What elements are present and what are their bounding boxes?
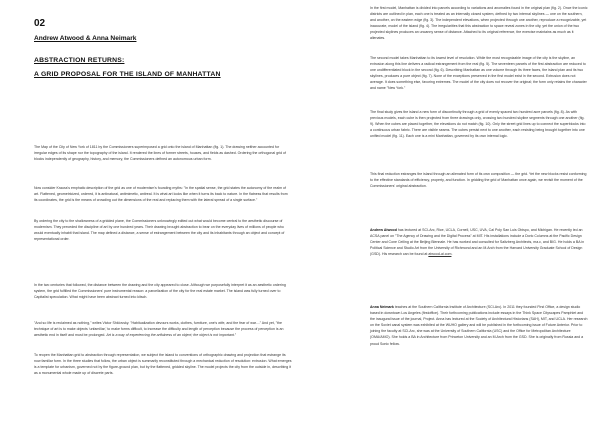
article-authors: Andrew Atwood & Anna Neimark: [34, 35, 137, 42]
paragraph: In the two centuries that followed, the distance between the drawing and the city appeared to close. Although we purposefully interpret it as an aesthetic ordering system, the grid fulfilled the Commissioners' pure instrumental reason: a parcelization of the city for the real estate market. The island was fully turned over to Capitalist speculation. What might have been abstract turned into kitsch.: [34, 283, 286, 300]
quote-text: "And so life is reclaimed as nothing," writes Victor Shklovsky. "Habitualization devours works, clothes, furniture, one's wife, and the fear of war...." And yet, "the technique of art is to make objects 'unfamiliar,' to make forms difficult, to increase the difficulty and length of perception because the process of perception is an aesthetic end in itself and must be prolonged.: [34, 321, 284, 338]
paragraph: In the first model, Manhattan is divided into parcels according to variations and anomalies found in the original plan (fig. 2). Once the iconic districts are outlined in plan, each one is treated as an internally closed system, defined by two internal skylines — one on the southern, and another, on the eastern edge (fig. 3). The independent elevations, when projected through one another, reproduce a recognizable, yet inaccurate, model of the island (fig. 4). The irregularities that this abstraction to space reveal zones in the city, yet the union of the two projected skylines produces an uncanny sense of distance. Attached to its original reference, the exercise maintains as much as it alienates.: [370, 6, 588, 41]
paragraph: The Map of the City of New York of 1811 by the Commissioners superimposed a grid onto the island of Manhattan (fig. 1). The drawing neither accounted for irregular edges of its shape nor the topography of the island. It rendered the lines of former streets, houses, and fields as dashed. Ordering the orthogonal grid of blocks independently of geography, history, and memory, the Commissioners defined an autonomous urban form.: [34, 145, 286, 162]
paragraph: This final reduction estranges the island through an alienated form of its own composition — the grid. Yet the new blocks resist conforming to the effective standards of efficiency, property, and function. In gridding the grid of Manhattan once again, we revisit the moment of the Commissioners' original abstraction.: [370, 172, 587, 189]
paragraph-quote: [34, 320, 292, 338]
article-number: 02: [34, 18, 46, 29]
bio-text: has lectured at SCI-Arc, Rice, UCLA, Cornell, USC, UVA, Cal Poly San Luis Obispo, and Michigan. He recently led an ACSA panel on "The Agency of Drawing and the Digital Process" at MIT. His installations include a Doric Columns at the Pacific Design Center and Cone Ceiling at the Beijing Biennale. He has worked and consulted for Saltzberg Architects, ma.c, and BIG. He holds a BA in Political Science and Studio Art from the University of Richmond and an M.Arch from the Harvard University Graduate School of Design (GSD). His research can be found at: [370, 228, 585, 257]
paragraph: To reopen the Manhattan grid to abstraction through representation, we subject the island to conventions of orthographic drawing and projection that estrange its now familiar form. In the three studies that follow, the urban object is summarily reconstituted through a mechanical reduction of resolution: extrusion. What emerges is a template for urbanism, governed not by the figure-ground plan, but by the flattened, gridded skyline. The model projects the city from the outside in, describing it as a monumental whole made up of discrete parts.: [34, 353, 292, 376]
website-link[interactable]: atwood-ai.com: [428, 252, 452, 257]
left-column: [34, 0, 292, 427]
article-title-line-1: ABSTRACTION RETURNS:: [34, 57, 125, 64]
bio-name: Anna Neimark: [370, 305, 394, 309]
bio-text: teaches at the Southern California Institute of Architecture (SCI-Arc). In 2011 they founded First Office, a design studio based in downtown Los Angeles (firstoffice). Their forthcoming publications include essays in the Think Space Cityscapes Pamphlet and the inaugural issue of the journal, Project. Anna has lectured at the Society of Architectural Historians (SAH), MIT, and UCLA. Her research on the Soviet canal system was exhibited at the WUHO gallery and will be published in the forthcoming issue of Future Anterior. Prior to joining the faculty at SCI-Arc, she was at the University of Southern California (USC) and the Office for Metropolitan Architecture (OMA/AMO). She holds a BA in Architecture from Princeton University and an M.Arch from the GSD. She is originally from Russia and a proud Sonic fellow.: [370, 305, 588, 346]
quote-italic: Art is a way of experiencing the artfulness of an object; the object is not important.: [106, 333, 235, 338]
author-bio-neimark: [370, 304, 588, 347]
paragraph: Now consider Krauss's emphatic description of the grid as one of modernism's founding myths: "In the spatial sense, the grid states the autonomy of the realm of art. Flattened, geometricized, ordered, it is antinatural, antimimetic, antireal. It is what art looks like when it turns its back to nature. In the flatness that results from its coordinates, the grid is the means of crowding out the dimensions of the real and replacing them with the lateral spread of a single surface.": [34, 186, 288, 203]
paragraph: The final study gives the island a new form of discontinuity through a grid of evenly spaced two hundred acre parcels (fig. 8). As with previous models, each cube is then projected from three drawings only, crossing two hundred skyline segments through one another (fig. 9). When the cubes are placed together, the elevations do not match (fig. 10). Only the street grid lines up to connect the superblocks into a continuous urban fabric. There are visible seams. The cubes persist next to one another, each resisting being brought together into one unified model (fig. 11). Each one is a mini Manhattan, governed by its own internal logic.: [370, 110, 586, 139]
quote-end: ": [234, 333, 237, 338]
article-title-line-2: A GRID PROPOSAL FOR THE ISLAND OF MANHATTAN: [34, 71, 221, 78]
paragraph: By ordering the city to the shallowness of a gridded plane, the Commissioners unknowingly edited out what would become central to the aesthetic discourse of modernism. They preceded the discipline of art by one hundred years. Their drawing brought abstraction to bear on the everyday lives of millions of people who would eventually inhabit that island. The map defined a distance, a sense of estrangement between the city and its inhabitants through an object and concept of representational order.: [34, 219, 285, 242]
paragraph: The second model takes Manhattan to its lowest level of resolution. While the most recognizable image of the city is the skyline, an extrusion along this line delivers a radical estrangement from the real (fig. 5). The seventeen parcels of the first abstraction are reduced to one undifferentiated block in the second (fig. 6). Describing Manhattan as one volume through its three faces, the island plan and its two skylines, produces a pure object (fig. 7). None of the exceptions preserved in the first model exist in the second. Extrusion does not average. It does something else, favoring extremes. The model of the city does not recover the original; the form only retains the character and name "New York.": [370, 56, 587, 91]
bio-text-end: .: [451, 252, 453, 257]
author-bio-atwood: [370, 227, 588, 257]
bio-name: Andrew Atwood: [370, 228, 397, 232]
right-column: [370, 0, 588, 427]
